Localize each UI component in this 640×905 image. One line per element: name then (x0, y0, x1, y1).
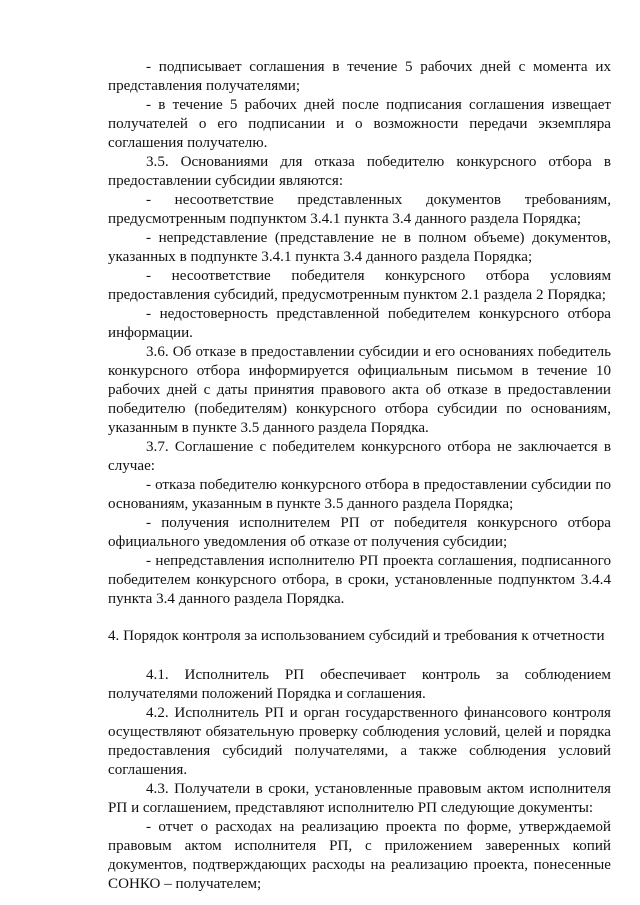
paragraph: - непредставление (представление не в полном объеме) документов, указанных в подпункте 3.4.1 пункта 3.4 данного раздела Порядка; (108, 230, 611, 265)
paragraph: 4.1. Исполнитель РП обеспечивает контроль за соблюдением получателями положений Порядка и соглашения. (108, 667, 611, 702)
paragraph: 4.3. Получатели в сроки, установленные правовым актом исполнителя РП и соглашением, представляют исполнителю РП следующие документы: (108, 781, 611, 816)
paragraph: - отчет о расходах на реализацию проекта по форме, утверждаемой правовым актом исполнителя РП, с приложением заверенных копий документов, подтверждающих расходы на реализацию проекта, понесенные СОНКО – получателем; (108, 819, 611, 892)
paragraph: 4.2. Исполнитель РП и орган государственного финансового контроля осуществляют обязательную проверку соблюдения условий, целей и порядка предоставления субсидий получателями, а также соблюдения условий соглашения. (108, 705, 611, 778)
paragraph: - отказа победителю конкурсного отбора в предоставлении субсидии по основаниям, указанным в пункте 3.5 данного раздела Порядка; (108, 477, 611, 512)
paragraph: - в течение 5 рабочих дней после подписания соглашения извещает получателей о его подписании и о возможности передачи экземпляра соглашения получателю. (108, 97, 611, 151)
paragraph: - несоответствие представленных документов требованиям, предусмотренным подпунктом 3.4.1 пункта 3.4 данного раздела Порядка; (108, 192, 611, 227)
paragraph: - непредставления исполнителю РП проекта соглашения, подписанного победителем конкурсного отбора, в сроки, установленные подпунктом 3.4.4 пункта 3.4 данного раздела Порядка. (108, 553, 611, 607)
paragraph: - недостоверность представленной победителем конкурсного отбора информации. (108, 306, 611, 341)
paragraph: 3.7. Соглашение с победителем конкурсного отбора не заключается в случае: (108, 439, 611, 474)
paragraph: - получения исполнителем РП от победителя конкурсного отбора официального уведомления об отказе от получения субсидии; (108, 515, 611, 550)
paragraph: 3.6. Об отказе в предоставлении субсидии и его основаниях победитель конкурсного отбора информируется официальным письмом в течение 10 рабочих дней с даты принятия правового акта об отказе в предоставлении победителю (победителям) конкурсного отбора субсидии по основаниям, указанным в пункте 3.5 данного раздела Порядка. (108, 344, 611, 436)
paragraph: - несоответствие победителя конкурсного отбора условиям предоставления субсидий, предусмотренным пунктом 2.1 раздела 2 Порядка; (108, 268, 611, 303)
paragraph: - подписывает соглашения в течение 5 рабочих дней с момента их представления получателями; (108, 59, 611, 94)
section-heading: 4. Порядок контроля за использованием субсидий и требования к отчетности (108, 628, 605, 644)
paragraph: 3.5. Основаниями для отказа победителю конкурсного отбора в предоставлении субсидии являются: (108, 154, 611, 189)
